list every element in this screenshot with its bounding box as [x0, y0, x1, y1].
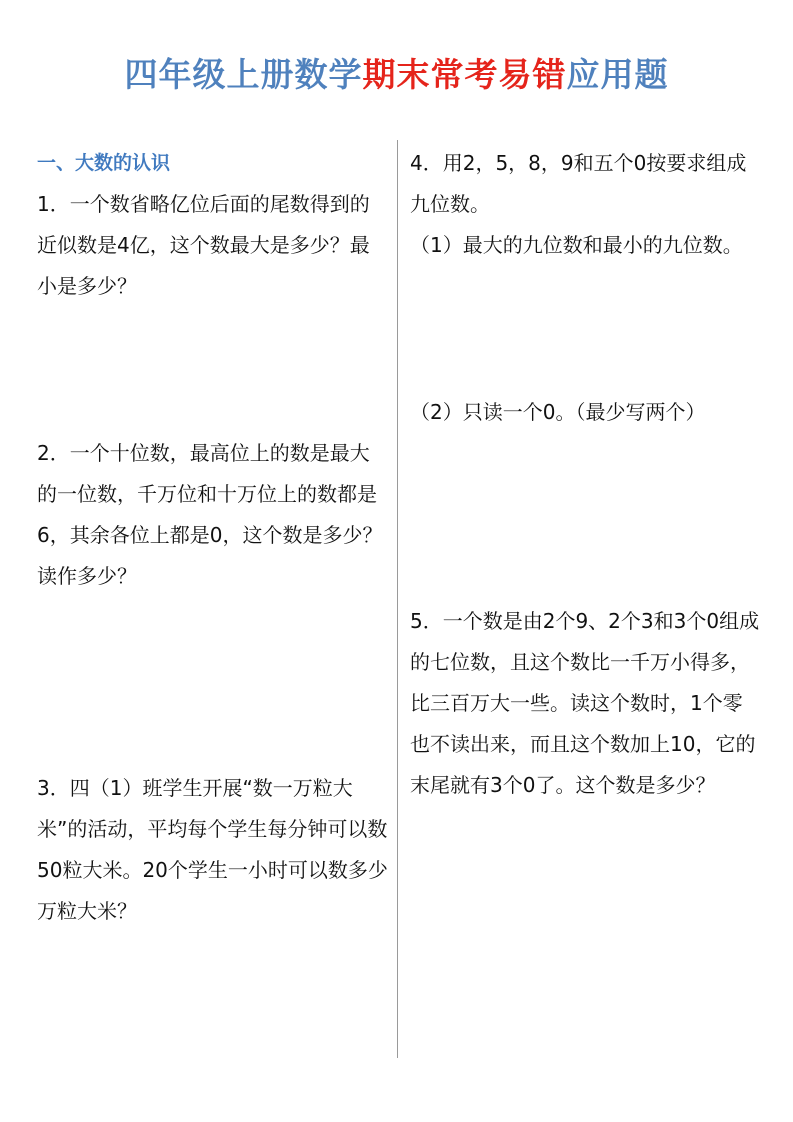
- question-2: [37, 433, 389, 597]
- column-divider: [397, 140, 398, 1058]
- question-2-text: 2．一个十位数，最高位上的数是最大的一位数，千万位和十万位上的数都是6，其余各位上都是0，这个数是多少？读作多少？: [37, 441, 383, 588]
- question-5: [410, 601, 762, 806]
- question-4-part-2: （2）只读一个0。（最少写两个）: [410, 400, 706, 424]
- question-3-text: 3．四（1）班学生开展“数一万粒大米”的活动，平均每个学生每分钟可以数50粒大米。20个学生一小时可以数多少万粒大米？: [37, 776, 388, 923]
- question-4: [410, 143, 762, 266]
- title-part-3: 应用题: [566, 55, 669, 94]
- question-3: [37, 768, 389, 932]
- question-1-text: 1．一个数省略亿位后面的尾数得到的近似数是4亿，这个数最大是多少？最小是多少？: [37, 192, 370, 298]
- title-part-1: 四年级上册数学: [124, 55, 363, 94]
- question-4-part-2-block: [410, 392, 762, 433]
- question-1: [37, 184, 389, 307]
- question-5-text: 5．一个数是由2个9、2个3和3个0组成的七位数，且这个数比一千万小得多，比三百万大一些。读这个数时，1个零也不读出来，而且这个数加上10，它的末尾就有3个0了。这个数是多少？: [410, 609, 760, 797]
- page-title: [0, 52, 793, 98]
- section-heading: 一、大数的认识: [37, 152, 171, 174]
- title-part-2-highlight: 期末常考易错: [362, 55, 567, 94]
- question-4-part-1: （1）最大的九位数和最小的九位数。: [410, 233, 743, 257]
- question-4-stem: 4．用2，5，8，9和五个0按要求组成九位数。: [410, 151, 747, 216]
